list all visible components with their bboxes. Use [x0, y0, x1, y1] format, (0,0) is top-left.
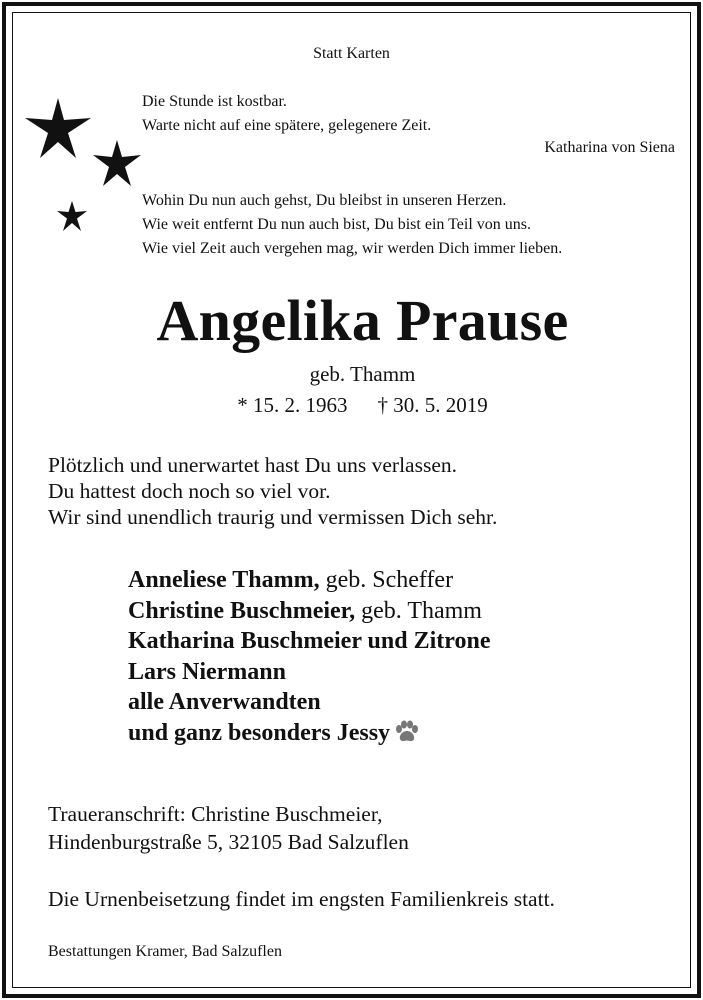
- life-dates: [0, 391, 703, 419]
- message-line: Wir sind unendlich traurig und vermissen Dich sehr.: [48, 505, 498, 529]
- large-star-icon: [24, 96, 92, 160]
- statt-karten-heading: Statt Karten: [313, 45, 390, 62]
- mourning-address: [48, 800, 409, 856]
- mourner: [128, 687, 490, 718]
- mourner: [128, 565, 490, 596]
- birth-name: geb. Thamm: [309, 362, 416, 386]
- address-line: Hindenburgstraße 5, 32105 Bad Salzuflen: [48, 830, 409, 854]
- mourner: [128, 718, 490, 753]
- mourners-list: [128, 565, 490, 752]
- deceased-name: Angelika Prause: [156, 288, 569, 353]
- mourner-name: alle Anverwandten: [128, 689, 321, 715]
- mourner: [128, 596, 490, 627]
- mourner: [128, 657, 490, 688]
- medium-star-icon: [92, 138, 142, 188]
- small-star-icon: [56, 200, 88, 232]
- address-line: Traueranschrift: Christine Buschmeier,: [48, 802, 383, 826]
- mourner-suffix: geb. Scheffer: [319, 567, 454, 593]
- mourner-name: Christine Buschmeier,: [128, 597, 356, 624]
- poem-line: Wie viel Zeit auch vergehen mag, wir werden Dich immer lieben.: [142, 240, 563, 257]
- quote-author: Katharina von Siena: [544, 139, 675, 156]
- paw-print-icon: [394, 720, 420, 753]
- mourner-name: Katharina Buschmeier und Zitrone: [128, 628, 491, 654]
- message-line: Plötzlich und unerwartet hast Du uns verlassen.: [48, 453, 458, 477]
- mourner-name: Lars Niermann: [128, 658, 286, 685]
- quote: [142, 90, 431, 138]
- mourner-name: Anneliese Thamm,: [128, 567, 320, 593]
- mourner-name: und ganz besonders Jessy: [128, 719, 391, 746]
- quote-line: Die Stunde ist kostbar.: [142, 93, 287, 110]
- mourner: [128, 626, 490, 657]
- mourner-suffix: geb. Thamm: [355, 597, 482, 624]
- poem-line: Wohin Du nun auch gehst, Du bleibst in unseren Herzen.: [142, 192, 507, 209]
- death-date: † 30. 5. 2019: [377, 393, 488, 417]
- farewell-message: [48, 452, 497, 530]
- burial-note: Die Urnenbeisetzung findet im engsten Familienkreis statt.: [48, 887, 555, 911]
- poem: [142, 189, 562, 261]
- quote-line: Warte nicht auf eine spätere, gelegenere Zeit.: [142, 117, 432, 134]
- message-line: Du hattest doch noch so viel vor.: [48, 479, 331, 503]
- undertaker-credit: Bestattungen Kramer, Bad Salzuflen: [48, 943, 282, 960]
- birth-date: * 15. 2. 1963: [237, 393, 348, 417]
- poem-line: Wie weit entfernt Du nun auch bist, Du bist ein Teil von uns.: [142, 216, 531, 233]
